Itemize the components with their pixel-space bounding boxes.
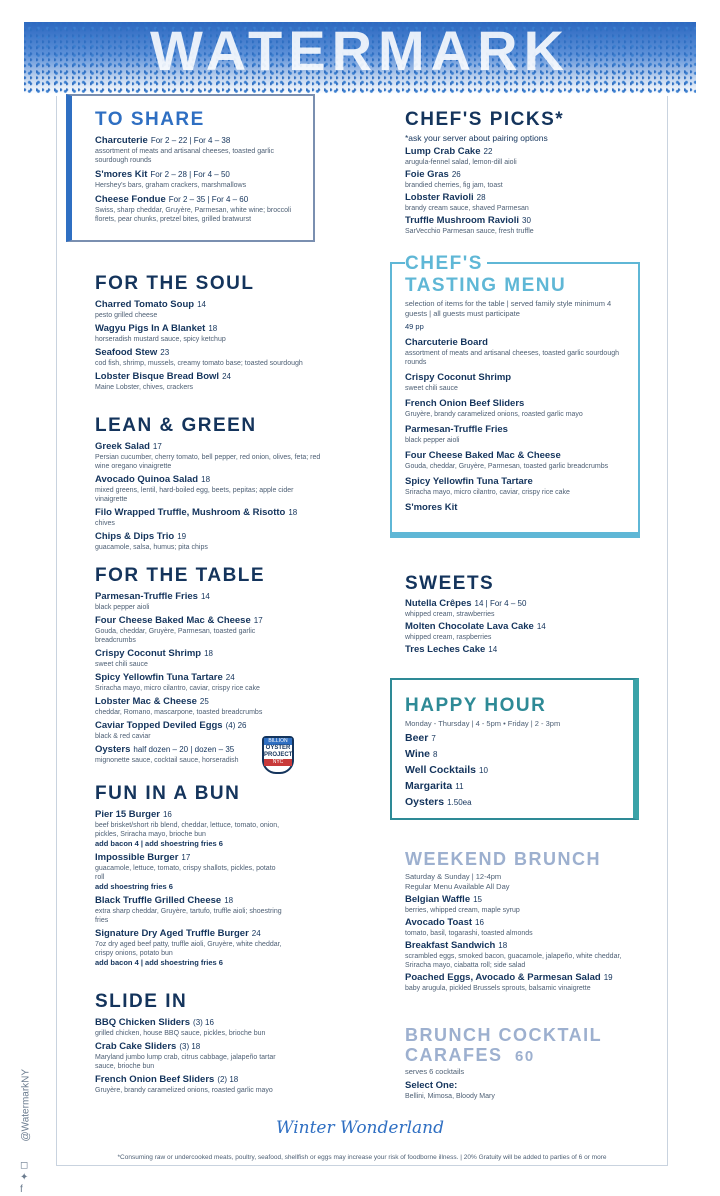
item-description: horseradish mustard sauce, spicy ketchup — [95, 336, 226, 343]
item-price: For 2 – 28 | For 4 – 50 — [150, 170, 230, 179]
menu-item — [405, 424, 635, 445]
item-description: baby arugula, pickled Brussels sprouts, balsamic vinaigrette — [405, 985, 591, 992]
happy-hour-times: Monday - Thursday | 4 - 5pm • Friday | 2 - 3pm — [405, 719, 561, 728]
item-title: Lobster Bisque Bread Bowl — [95, 371, 220, 382]
item-price: 14 — [197, 300, 206, 309]
item-description: sweet chili sauce — [95, 661, 148, 668]
section-fun-in-a-bun — [95, 784, 285, 968]
item-price: 17 — [181, 853, 191, 862]
item-name — [95, 648, 290, 660]
item-title: Nutella Crêpes — [405, 598, 472, 609]
item-description: Sriracha mayo, micro cilantro, caviar, crispy rice cake — [405, 489, 570, 496]
item-name — [405, 337, 635, 349]
menu-item — [95, 744, 293, 765]
item-description: grilled chicken, house BBQ sauce, pickles, brioche bun — [95, 1030, 266, 1037]
item-title: Pier 15 Burger — [95, 809, 160, 820]
item-name — [95, 441, 323, 453]
section-lean-green — [95, 416, 323, 552]
item-name — [405, 621, 635, 633]
oyster-project-badge — [262, 736, 294, 774]
item-description: Gouda, cheddar, Gruyère, Parmesan, toasted garlic breadcrumbs — [405, 463, 609, 470]
menu-item — [405, 169, 635, 190]
item-description: cheddar, Romano, mascarpone, toasted breadcrumbs — [95, 709, 263, 716]
item-name — [95, 371, 315, 383]
menu-item — [95, 531, 323, 552]
item-price: 25 — [199, 697, 209, 706]
item-description: Swiss, sharp cheddar, Gruyère, Parmesan, white wine; broccoli florets, pear chunks, pretzel bites, grilled bratwurst — [95, 207, 292, 223]
item-description: black pepper aioli — [95, 604, 150, 611]
item-description: sweet chili sauce — [405, 385, 458, 392]
item-description: cod fish, shrimp, mussels, creamy tomato base; toasted sourdough — [95, 360, 303, 367]
menu-item — [95, 135, 307, 165]
item-price: 8 — [433, 750, 438, 759]
item-name — [95, 1041, 285, 1053]
header-banner — [24, 19, 696, 94]
section-to-share — [95, 110, 307, 224]
facebook-icon: f — [20, 1184, 23, 1195]
item-description: pesto grilled cheese — [95, 312, 158, 319]
menu-item — [405, 764, 630, 777]
item-price: 16 — [475, 918, 484, 927]
menu-item — [405, 644, 635, 656]
item-price: 11 — [455, 782, 464, 791]
item-description: chives — [95, 520, 115, 527]
menu-item — [95, 169, 307, 190]
section-weekend-brunch — [405, 850, 635, 993]
item-title: French Onion Beef Sliders — [95, 1074, 215, 1085]
item-title: Avocado Quinoa Salad — [95, 474, 199, 485]
item-name — [95, 928, 285, 940]
item-name — [95, 809, 285, 821]
item-description: brandied cherries, fig jam, toast — [405, 182, 503, 189]
item-description: Gruyère, brandy caramelized onions, roasted garlic mayo — [95, 1087, 273, 1094]
item-description: black & red caviar — [95, 733, 151, 740]
menu-item — [405, 215, 635, 236]
item-name — [405, 894, 635, 906]
item-title: Spicy Yellowfin Tuna Tartare — [95, 672, 223, 683]
item-price: For 2 – 22 | For 4 – 38 — [150, 136, 231, 145]
item-title: Foie Gras — [405, 169, 449, 180]
menu-item — [95, 895, 285, 925]
item-title: Oysters — [95, 744, 131, 755]
item-title: Lobster Ravioli — [405, 192, 474, 203]
item-title: Cheese Fondue — [95, 194, 166, 205]
section-sweets — [405, 574, 635, 656]
menu-item — [95, 474, 323, 504]
menu-item — [95, 507, 323, 528]
item-description: Hershey's bars, graham crackers, marshmallows — [95, 182, 247, 189]
item-title: Four Cheese Baked Mac & Cheese — [405, 450, 561, 461]
item-name — [405, 450, 635, 462]
section-heading: FOR THE SOUL — [95, 273, 255, 294]
item-description: beef brisket/short rib blend, cheddar, lettuce, tomato, onion, pickles, Sriracha mayo, brioche bun — [95, 822, 280, 838]
carafes-price: 60 — [515, 1048, 535, 1065]
item-description: arugula-fennel salad, lemon-dill aioli — [405, 159, 517, 166]
item-title: Lump Crab Cake — [405, 146, 481, 157]
item-price: 18 — [208, 324, 218, 333]
item-addon: add bacon 4 | add shoestring fries 6 — [95, 839, 223, 848]
instagram-icon: ◻ — [20, 1160, 29, 1171]
item-price: 18 — [224, 896, 234, 905]
item-description: mignonette sauce, cocktail sauce, horseradish — [95, 757, 239, 764]
item-title: Breakfast Sandwich — [405, 940, 496, 951]
section-for-the-soul — [95, 274, 315, 392]
item-title: Tres Leches Cake — [405, 644, 486, 655]
menu-item — [95, 852, 285, 892]
item-title: Parmesan-Truffle Fries — [405, 424, 508, 435]
item-title: Lobster Mac & Cheese — [95, 696, 197, 707]
badge-bottom-text: NYC — [264, 759, 292, 766]
carafes-select: Select One: — [405, 1080, 458, 1091]
item-price: 16 — [162, 810, 172, 819]
item-title: Truffle Mushroom Ravioli — [405, 215, 520, 226]
item-name — [95, 852, 285, 864]
item-title: Signature Dry Aged Truffle Burger — [95, 928, 249, 939]
menu-item — [95, 347, 315, 368]
item-price: 24 — [251, 929, 261, 938]
item-name — [95, 744, 290, 756]
item-name — [405, 598, 635, 610]
section-happy-hour — [405, 696, 630, 809]
item-description: Persian cucumber, cherry tomato, bell pepper, red onion, olives, feta; red wine oregano vinaigrette — [95, 454, 321, 470]
tasting-price: 49 pp — [405, 322, 424, 331]
item-price: 14 — [536, 622, 546, 631]
section-heading: CHEF'S PICKS* — [405, 109, 565, 130]
item-title: Chips & Dips Trio — [95, 531, 175, 542]
item-price: 30 — [522, 216, 531, 225]
section-heading: SLIDE IN — [95, 991, 188, 1012]
section-heading-line2: TASTING MENU — [405, 275, 567, 296]
menu-item — [405, 398, 635, 419]
section-slide-in — [95, 992, 285, 1095]
menu-item — [95, 648, 290, 669]
menu-item — [95, 299, 315, 320]
item-name — [405, 796, 630, 809]
item-price: 14 | For 4 – 50 — [474, 599, 527, 608]
item-price: For 2 – 35 | For 4 – 60 — [168, 195, 249, 204]
item-name — [405, 476, 635, 488]
menu-item — [95, 1041, 285, 1071]
menu-item — [405, 917, 635, 938]
menu-item — [95, 696, 290, 717]
item-name — [405, 644, 635, 656]
item-name — [405, 398, 635, 410]
item-name — [405, 215, 635, 227]
item-name — [95, 591, 290, 603]
item-description: Maryland jumbo lump crab, citrus cabbage, jalapeño tartar sauce, brioche bun — [95, 1054, 276, 1070]
section-heading-line1: BRUNCH COCKTAIL — [405, 1025, 603, 1045]
item-name — [95, 696, 290, 708]
item-title: French Onion Beef Sliders — [405, 398, 525, 409]
item-title: Black Truffle Grilled Cheese — [95, 895, 222, 906]
menu-item — [405, 940, 635, 970]
item-description: extra sharp cheddar, Gruyère, tartufo, truffle aioli; shoestring fries — [95, 908, 282, 924]
item-title: Charcuterie Board — [405, 337, 488, 348]
section-heading: WEEKEND BRUNCH — [405, 849, 601, 869]
menu-item — [405, 732, 630, 745]
item-title: Wagyu Pigs In A Blanket — [95, 323, 206, 334]
item-title: Charred Tomato Soup — [95, 299, 195, 310]
item-description: assortment of meats and artisanal cheeses, toasted garlic sourdough rounds — [405, 350, 620, 366]
badge-mid-text: OYSTER — [265, 745, 291, 751]
item-name — [405, 780, 630, 793]
menu-item — [405, 894, 635, 915]
section-heading: LEAN & GREEN — [95, 415, 257, 436]
menu-item — [95, 323, 315, 344]
menu-item — [95, 371, 315, 392]
item-price: (3) 16 — [193, 1018, 214, 1027]
badge-top-text: BILLION — [264, 738, 292, 745]
item-name — [95, 507, 323, 519]
menu-item — [405, 146, 635, 167]
section-for-the-table — [95, 565, 293, 765]
item-title: Greek Salad — [95, 441, 150, 452]
menu-item — [405, 780, 630, 793]
item-description: Gruyère, brandy caramelized onions, roasted garlic mayo — [405, 411, 583, 418]
brunch-note: Regular Menu Available All Day — [405, 882, 510, 891]
item-price: 22 — [483, 147, 493, 156]
item-name — [95, 720, 290, 732]
item-price: (4) 26 — [225, 721, 247, 730]
item-description: SarVecchio Parmesan sauce, fresh truffle — [405, 228, 534, 235]
item-title: Seafood Stew — [95, 347, 158, 358]
item-price: 17 — [152, 442, 162, 451]
item-name — [95, 347, 315, 359]
item-name — [95, 615, 290, 627]
item-title: Spicy Yellowfin Tuna Tartare — [405, 476, 533, 487]
item-price: 26 — [451, 170, 461, 179]
item-price: 15 — [473, 895, 483, 904]
item-name — [95, 299, 315, 311]
winter-wonderland-script: Winter Wonderland — [276, 1118, 444, 1138]
item-name — [95, 531, 323, 543]
item-title: S'mores Kit — [95, 169, 148, 180]
item-title: Margarita — [405, 780, 453, 792]
item-price: 18 — [498, 941, 508, 950]
menu-item — [95, 591, 290, 612]
carafes-serves: serves 6 cocktails — [405, 1067, 465, 1076]
item-title: Impossible Burger — [95, 852, 179, 863]
item-price: 28 — [476, 193, 486, 202]
item-description: whipped cream, raspberries — [405, 634, 492, 641]
item-name — [95, 672, 290, 684]
item-title: Avocado Toast — [405, 917, 473, 928]
item-price: 24 — [222, 372, 231, 381]
menu-item — [405, 502, 635, 514]
item-title: Crispy Coconut Shrimp — [405, 372, 512, 383]
section-carafes — [405, 1026, 655, 1101]
brunch-hours: Saturday & Sunday | 12-4pm — [405, 872, 502, 881]
item-description: whipped cream, strawberries — [405, 611, 495, 618]
item-description: assortment of meats and artisanal cheeses, toasted garlic sourdough rounds — [95, 148, 274, 164]
tasting-intro: selection of items for the table | served family style minimum 4 guests | all guests must participate — [405, 299, 612, 318]
item-description: scrambled eggs, smoked bacon, guacamole, jalapeño, white cheddar, Sriracha mayo, ciabatta roll; side salad — [405, 953, 622, 969]
item-price: 18 — [288, 508, 298, 517]
item-price: 18 — [201, 475, 211, 484]
item-name — [405, 192, 635, 204]
menu-item — [405, 621, 635, 642]
item-title: Crab Cake Sliders — [95, 1041, 177, 1052]
section-heading-line1: CHEF'S — [405, 254, 487, 273]
item-name — [405, 732, 630, 745]
menu-item — [405, 372, 635, 393]
badge-mid2-text: PROJECT — [264, 752, 293, 758]
item-price: 14 — [200, 592, 210, 601]
menu-item — [405, 748, 630, 761]
item-name — [405, 972, 635, 984]
item-name — [405, 764, 630, 777]
brand-title: WATERMARK — [149, 19, 571, 82]
item-name — [95, 474, 323, 486]
item-description: guacamole, lettuce, tomato, crispy shallots, pickles, potato roll — [95, 865, 276, 881]
item-title: Oysters — [405, 796, 445, 808]
item-title: Wine — [405, 748, 430, 760]
item-description: tomato, basil, togarashi, toasted almonds — [405, 930, 533, 937]
item-description: brandy cream sauce, shaved Parmesan — [405, 205, 529, 212]
item-addon: add shoestring fries 6 — [95, 882, 173, 891]
item-price: 23 — [160, 348, 170, 357]
section-heading: TO SHARE — [95, 109, 205, 130]
item-name — [405, 940, 635, 952]
item-name — [95, 169, 307, 181]
menu-item — [95, 809, 285, 849]
menu-item — [95, 672, 290, 693]
item-title: Molten Chocolate Lava Cake — [405, 621, 534, 632]
item-price: 19 — [603, 973, 613, 982]
item-description: black pepper aioli — [405, 437, 460, 444]
menu-item — [405, 598, 635, 619]
item-description: Maine Lobster, chives, crackers — [95, 384, 194, 391]
menu-item — [405, 796, 630, 809]
item-description: Gouda, cheddar, Gruyère, Parmesan, toasted garlic breadcrumbs — [95, 628, 256, 644]
section-heading-line2 — [405, 1046, 655, 1064]
item-name — [405, 169, 635, 181]
item-name — [95, 135, 307, 147]
social-icons — [20, 1160, 32, 1196]
item-title: Crispy Coconut Shrimp — [95, 648, 202, 659]
item-name — [95, 1017, 285, 1029]
carafes-options: Bellini, Mimosa, Bloody Mary — [405, 1093, 495, 1100]
section-chefs-picks — [405, 110, 635, 236]
item-price: 1.50ea — [447, 798, 472, 807]
menu-item — [95, 615, 290, 645]
item-price: 10 — [479, 766, 488, 775]
item-name — [405, 502, 635, 514]
item-title: Belgian Waffle — [405, 894, 471, 905]
item-price: half dozen – 20 | dozen – 35 — [133, 745, 235, 754]
menu-item — [405, 337, 635, 367]
item-price: 18 — [204, 649, 213, 658]
item-name — [405, 917, 635, 929]
section-heading: SWEETS — [405, 573, 495, 594]
item-title: Beer — [405, 732, 429, 744]
item-title: BBQ Chicken Sliders — [95, 1017, 191, 1028]
menu-item — [405, 476, 635, 497]
item-price: 14 — [488, 645, 498, 654]
item-title: Caviar Topped Deviled Eggs — [95, 720, 223, 731]
menu-item — [95, 441, 323, 471]
menu-item — [95, 194, 307, 224]
item-description: 7oz dry aged beef patty, truffle aioli, Gruyère, white cheddar, crispy onions, potato bun — [95, 941, 282, 957]
item-name — [95, 895, 285, 907]
item-price: 24 — [225, 673, 235, 682]
pairing-note: *ask your server about pairing options — [405, 133, 548, 143]
item-name — [95, 323, 315, 335]
item-title: Well Cocktails — [405, 764, 476, 776]
menu-item — [95, 720, 290, 741]
section-heading: FOR THE TABLE — [95, 565, 266, 586]
item-description: Sriracha mayo, micro cilantro, caviar, crispy rice cake — [95, 685, 260, 692]
item-name — [405, 372, 635, 384]
menu-item — [405, 450, 635, 471]
item-title: Charcuterie — [95, 135, 148, 146]
item-price: (3) 18 — [179, 1042, 201, 1051]
item-description: berries, whipped cream, maple syrup — [405, 907, 520, 914]
section-heading: HAPPY HOUR — [405, 695, 547, 716]
menu-item — [95, 928, 285, 968]
item-description: guacamole, salsa, humus; pita chips — [95, 544, 208, 551]
item-title: Filo Wrapped Truffle, Mushroom & Risotto — [95, 507, 286, 518]
item-name — [95, 194, 307, 206]
item-price: (2) 18 — [217, 1075, 239, 1084]
item-name — [95, 1074, 285, 1086]
item-name — [405, 748, 630, 761]
footer-disclaimer: *Consuming raw or undercooked meats, poultry, seafood, shellfish or eggs may increase your risk of foodborne illness. | 20% Gratuity will be added to parties of 6 or more — [117, 1154, 607, 1161]
item-title: Poached Eggs, Avocado & Parmesan Salad — [405, 972, 601, 983]
menu-item — [405, 192, 635, 213]
item-price: 17 — [253, 616, 263, 625]
item-title: Parmesan-Truffle Fries — [95, 591, 198, 602]
section-tasting-menu — [405, 254, 635, 514]
social-sidebar — [18, 1032, 34, 1195]
item-price: 19 — [177, 532, 187, 541]
item-addon: add bacon 4 | add shoestring fries 6 — [95, 958, 223, 967]
item-title: S'mores Kit — [405, 502, 458, 513]
item-name — [405, 146, 635, 158]
menu-item — [95, 1074, 285, 1095]
item-description: mixed greens, lentil, hard-boiled egg, beets, pepitas; apple cider vinaigrette — [95, 487, 294, 503]
social-handle: @WatermarkNY — [20, 1068, 32, 1142]
menu-item — [405, 972, 635, 993]
menu-item — [95, 1017, 285, 1038]
item-title: Four Cheese Baked Mac & Cheese — [95, 615, 251, 626]
twitter-icon: ✦ — [20, 1172, 29, 1183]
section-heading: FUN IN A BUN — [95, 783, 241, 804]
carafes-heading: CARAFES — [405, 1045, 503, 1065]
item-name — [405, 424, 635, 436]
item-price: 7 — [431, 734, 436, 743]
